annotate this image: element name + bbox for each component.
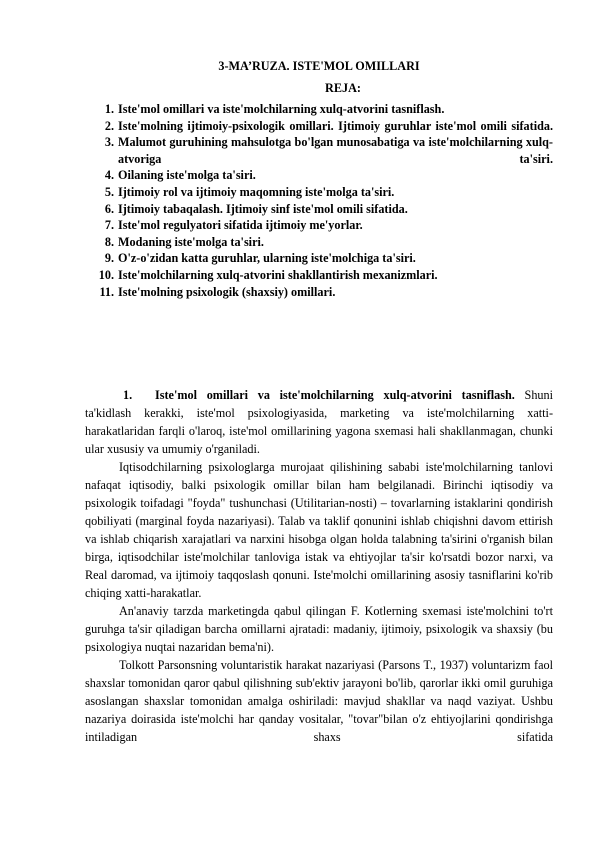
list-item-text: O'z-o'zidan katta guruhlar, ularning iste'molchiga ta'siri.	[118, 251, 416, 266]
list-item	[85, 101, 553, 118]
list-item-text: Iste'mol regulyatori sifatida ijtimoiy me'yorlar.	[118, 218, 363, 233]
list-item	[85, 267, 553, 284]
list-item	[85, 134, 553, 167]
list-item-text: Iste'molning psixologik (shaxsiy) omillari.	[118, 284, 336, 299]
section-heading-paragraph	[85, 386, 553, 458]
list-item	[85, 284, 553, 301]
section-heading: Iste'mol omillari va iste'molchilarning xulq-atvorini tasniflash.	[155, 388, 515, 402]
plan-heading: REJA:	[325, 81, 361, 95]
section-text: Shuni ta'kidlash kerakki, iste'mol psixologiyasida, marketing va iste'molchilarning xatti-harakatlaridan farqli o'laroq, iste'mol omillarining yagona sxemasi hali shakllanmagan, chunki ular xususiy va umumiy o'rganiladi.	[85, 388, 553, 456]
list-item-number: 10.	[98, 267, 114, 282]
list-item-text: Malumot guruhining mahsulotga bo'lgan munosabatiga va iste'molchilarning xulq-atvoriga ta'siri.	[118, 135, 553, 166]
list-item	[85, 184, 553, 201]
list-item	[85, 167, 553, 184]
list-item-text: Iste'mol omillari va iste'molchilarning xulq-atvorini tasniflash.	[118, 102, 445, 116]
body-section	[85, 386, 553, 746]
list-item-text: Ijtimoiy rol va ijtimoiy maqomning iste'molga ta'siri.	[118, 184, 395, 199]
list-item-number: 3.	[104, 135, 114, 150]
list-item-text: Modaning iste'molga ta'siri.	[118, 234, 264, 249]
list-item-number: 9.	[104, 251, 114, 266]
list-item-text: Iste'molning ijtimoiy-psixologik omillari. Ijtimoiy guruhlar iste'mol omili sifatida.	[118, 118, 553, 133]
list-item-number: 2.	[104, 118, 114, 133]
list-item-number: 1.	[104, 102, 114, 116]
section-number: 1.	[123, 388, 133, 402]
list-item	[85, 217, 553, 234]
body-paragraph: Iqtisodchilarning psixologlarga murojaat qilishining sababi iste'molchilarning tanlovi nafaqat iqtisodiy, balki psixologik omillar bilan ham belgilanadi. Birinchi iqtisodiy va psixologik toifadagi "foyda" tushunchasi (Utilitarian-nosti) – tovarlarning istaklarini qondirish qobiliyati (marginal foyda nazariyasi). Talab va taklif qonunini ishlab chiqishni davom ettirish va ishlab chiqarish xarajatlari va narxini hisobga olgan holda talabning ta'sirini o'rganish bilan birga, iqtisodchilar iste'molchilar tanloviga istak va ehtiyojlar ta'sir ko'rsatdi bozor narxi, va Real daromad, va ijtimoiy taqqoslash qonuni. Iste'molchi omillarining asosiy tasniflarini ko'rib chiqing xatti-harakatlar.	[85, 460, 553, 600]
list-item-number: 4.	[104, 168, 114, 183]
list-item	[85, 234, 553, 251]
list-item-number: 6.	[104, 201, 114, 216]
list-item-text: Ijtimoiy tabaqalash. Ijtimoiy sinf iste'mol omili sifatida.	[118, 201, 408, 216]
list-item	[85, 118, 553, 135]
list-item-text: Oilaning iste'molga ta'siri.	[118, 168, 256, 183]
body-paragraph: Tolkott Parsonsning voluntaristik harakat nazariyasi (Parsons T., 1937) voluntarizm faol shaxslar tomonidan qaror qabul qilishning sub'ektiv jarayoni bo'lib, qarorlar ikki omil guruhiga asoslangan shaxslar tomonidan amalga oshiriladi: mavjud shakllar va naqd vaziyat. Ushbu nazariya doirasida iste'molchi har qanday vositalar, "tovar"bilan o'z ehtiyojlarini qondirishga intiladigan shaxs sifatida	[85, 658, 553, 744]
list-item-number: 8.	[104, 234, 114, 249]
list-item-number: 5.	[104, 184, 114, 199]
plan-list	[85, 101, 553, 300]
list-item-text: Iste'molchilarning xulq-atvorini shakllantirish mexanizmlari.	[118, 267, 438, 282]
list-item	[85, 201, 553, 218]
list-item	[85, 250, 553, 267]
body-paragraph: An'anaviy tarzda marketingda qabul qilingan F. Kotlerning sxemasi iste'molchini to'rt guruhga ta'sir qiladigan barcha omillarni ajratadi: madaniy, ijtimoiy, psixologik va shaxsiy (bu psixologiya nuqtai nazaridan bema'ni).	[85, 604, 553, 654]
page-title: 3-MA’RUZA. ISTE'MOL OMILLARI	[218, 59, 420, 73]
list-item-number: 7.	[104, 218, 114, 233]
document-page	[85, 58, 553, 300]
list-item-number: 11.	[99, 284, 114, 299]
